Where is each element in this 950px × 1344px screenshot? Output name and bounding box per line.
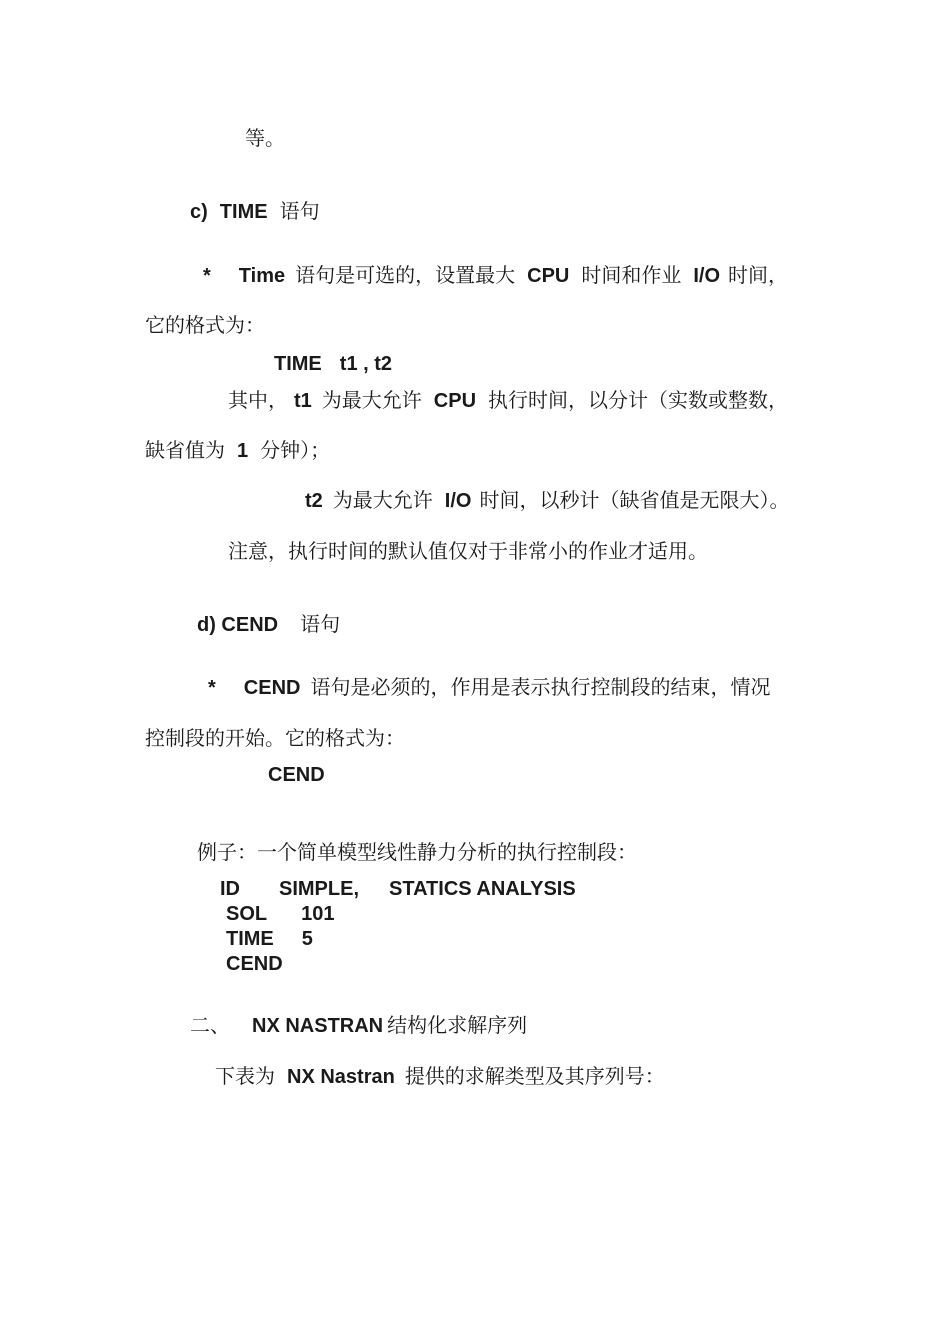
keyword: SOL [226,903,268,925]
code-args: 101 [301,903,335,925]
text-run: 等。 [245,126,285,150]
section-heading-cend [197,610,340,639]
keyword: CPU [433,390,477,412]
text-run: 缺省值为 [145,438,225,462]
keyword: TIME [219,201,268,223]
text-line [228,386,788,415]
text-run: 语句 [279,199,320,223]
code-line [226,949,283,978]
keyword: CEND [226,953,283,975]
section-label: d) CEND [197,614,279,636]
text-run: 它的格式为： [145,313,265,337]
text-run: 时间，以秒计（缺省值是无限大）。 [479,488,790,512]
code-args: SIMPLE, [279,878,360,900]
keyword: ID [220,878,240,900]
text-run: 为最大允许 [332,488,433,512]
code-args: STATICS ANALYSIS [389,878,576,900]
keyword: NX Nastran [287,1066,395,1088]
code-args: t1 , t2 [339,353,393,375]
section-heading-time [190,197,320,226]
text-line [197,838,637,866]
text-run: 时间， [728,263,789,287]
text-line [215,1062,665,1091]
keyword: I/O [444,490,472,512]
text-line [245,124,285,152]
text-run: 其中， [228,388,288,412]
keyword: CEND [243,677,301,699]
text-run: 注意，执行时间的默认值仅对于非常小的作业才适用。 [228,539,708,563]
text-run: 执行时间，以分计（实数或整数， [488,388,789,412]
text-run: 控制段的开始。它的格式为： [145,726,405,750]
section-number: 二、 [190,1013,230,1037]
keyword: TIME [226,928,274,950]
section-label: c) [190,201,208,223]
section-heading-solution-sequences [190,1011,527,1040]
keyword: t1 [294,390,312,412]
code-args: 5 [301,928,313,950]
text-run: 时间和作业 [581,263,682,287]
keyword: TIME [274,353,322,375]
text-run: 语句是可选的，设置最大 [295,263,516,287]
text-line [145,436,330,465]
text-line [145,724,405,752]
text-line [228,537,708,565]
keyword: CPU [527,265,570,287]
text-run: 下表为 [215,1064,275,1088]
text-line [203,261,788,290]
keyword: CEND [268,764,325,786]
text-run: 为最大允许 [321,388,422,412]
number: 1 [237,440,249,462]
text-run: 语句 [300,612,341,636]
text-line [305,486,789,515]
text-run: 例子：一个简单模型线性静力分析的执行控制段： [197,840,637,864]
code-line [274,349,392,378]
text-run: 分钟）； [260,438,331,462]
keyword: t2 [305,490,323,512]
text-run: 结构化求解序列 [387,1013,528,1037]
text-run: 提供的求解类型及其序列号： [404,1064,665,1088]
bullet: * [203,265,211,287]
code-line [268,760,325,789]
keyword: Time [238,265,286,287]
text-run: 语句是必须的，作用是表示执行控制段的结束，情况 [310,675,771,699]
keyword: I/O [693,265,721,287]
bullet: * [208,677,216,699]
keyword: NX NASTRAN [252,1015,384,1037]
text-line [145,311,265,339]
text-line [208,673,770,702]
